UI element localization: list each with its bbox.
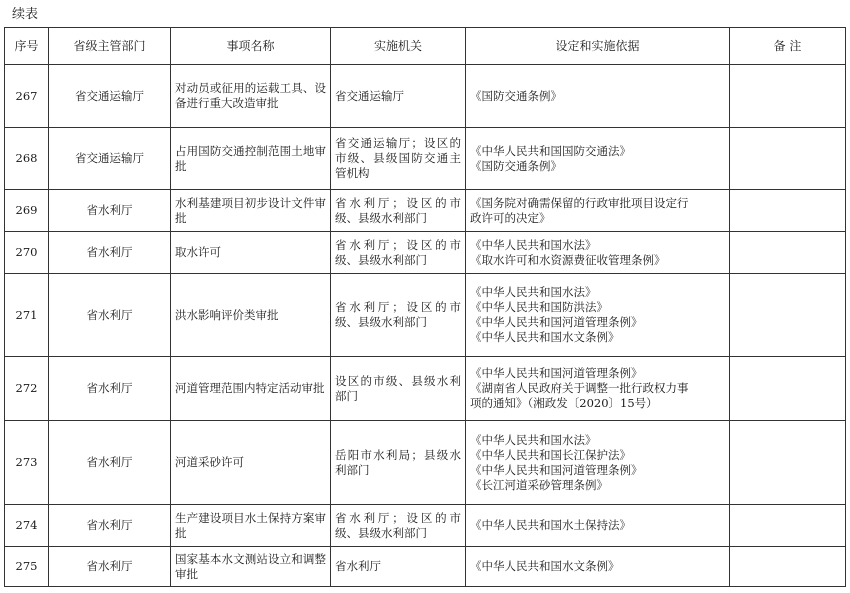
header-num: 序号 (5, 28, 49, 65)
row-number-cell: 275 (5, 547, 49, 587)
header-remark: 备 注 (730, 28, 846, 65)
legal-basis-cell (466, 421, 730, 505)
remark-cell (730, 65, 846, 128)
remark-cell (730, 505, 846, 547)
legal-basis-cell (466, 190, 730, 232)
implementing-body-cell: 省水利厅；设区的市级、县级水利部门 (331, 505, 466, 547)
implementing-body-cell: 省水利厅；设区的市级、县级水利部门 (331, 232, 466, 274)
legal-basis-line: 项的通知》（湘政发〔2020〕15号） (470, 396, 658, 410)
implementing-body-cell: 岳阳市水利局；县级水利部门 (331, 421, 466, 505)
legal-basis-line: 《中华人民共和国水法》 (470, 432, 597, 447)
remark-cell (730, 357, 846, 421)
item-name-cell: 水利基建项目初步设计文件审批 (171, 190, 331, 232)
row-number-cell: 274 (5, 505, 49, 547)
item-name-cell: 对动员或征用的运载工具、设备进行重大改造审批 (171, 65, 331, 128)
row-number-cell: 272 (5, 357, 49, 421)
table-row (5, 232, 846, 274)
table-body (5, 65, 846, 587)
legal-basis-cell (466, 65, 730, 128)
row-number-cell: 268 (5, 128, 49, 190)
legal-basis-line: 《中华人民共和国河道管理条例》 (470, 315, 643, 329)
legal-basis-line: 《中华人民共和国水土保持法》 (470, 518, 631, 532)
implementing-body-cell: 省水利厅；设区的市级、县级水利部门 (331, 274, 466, 357)
row-number-cell: 267 (5, 65, 49, 128)
remark-cell (730, 274, 846, 357)
header-name: 事项名称 (171, 28, 331, 65)
item-name-cell: 生产建设项目水土保持方案审批 (171, 505, 331, 547)
continued-table-caption: 续表 (12, 7, 39, 22)
table-header-row (5, 28, 846, 65)
legal-basis-line: 《中华人民共和国河道管理条例》 (470, 366, 643, 380)
legal-basis-line: 《中华人民共和国长江保护法》 (470, 447, 631, 462)
legal-basis-line: 《中华人民共和国水法》 (470, 237, 597, 252)
implementing-body-cell: 设区的市级、县级水利部门 (331, 357, 466, 421)
row-number-cell: 269 (5, 190, 49, 232)
item-name-cell: 占用国防交通控制范围土地审批 (171, 128, 331, 190)
item-name-cell: 国家基本水文测站设立和调整审批 (171, 547, 331, 587)
header-dept: 省级主管部门 (49, 28, 171, 65)
legal-basis-line: 政许可的决定》 (470, 210, 551, 225)
legal-basis-cell (466, 547, 730, 587)
table-row (5, 505, 846, 547)
row-number-cell: 273 (5, 421, 49, 505)
legal-basis-line: 《取水许可和水资源费征收管理条例》 (470, 252, 666, 267)
legal-basis-line: 《国务院对确需保留的行政审批项目设定行 (470, 195, 689, 210)
legal-basis-line: 《中华人民共和国河道管理条例》 (470, 462, 643, 477)
header-basis: 设定和实施依据 (466, 28, 730, 65)
legal-basis-line: 《中华人民共和国防洪法》 (470, 300, 608, 314)
legal-basis-line: 《中华人民共和国水法》 (470, 285, 597, 299)
department-cell: 省水利厅 (49, 190, 171, 232)
legal-basis-line: 《长江河道采砂管理条例》 (470, 477, 608, 492)
legal-basis-line: 《中华人民共和国国防交通法》 (470, 143, 631, 158)
legal-basis-cell (466, 128, 730, 190)
department-cell: 省水利厅 (49, 274, 171, 357)
legal-basis-line: 《国防交通条例》 (470, 158, 562, 173)
legal-basis-cell (466, 505, 730, 547)
implementing-body-cell: 省水利厅；设区的市级、县级水利部门 (331, 190, 466, 232)
approval-items-table (4, 27, 846, 587)
legal-basis-line: 《国防交通条例》 (470, 88, 562, 103)
table-row (5, 128, 846, 190)
row-number-cell: 270 (5, 232, 49, 274)
table-row (5, 274, 846, 357)
item-name-cell: 河道采砂许可 (171, 421, 331, 505)
remark-cell (730, 128, 846, 190)
legal-basis-cell (466, 232, 730, 274)
legal-basis-line: 《湖南省人民政府关于调整一批行政权力事 (470, 381, 689, 395)
implementing-body-cell: 省交通运输厅 (331, 65, 466, 128)
remark-cell (730, 547, 846, 587)
item-name-cell: 河道管理范围内特定活动审批 (171, 357, 331, 421)
header-org: 实施机关 (331, 28, 466, 65)
remark-cell (730, 421, 846, 505)
item-name-cell: 取水许可 (171, 232, 331, 274)
row-number-cell: 271 (5, 274, 49, 357)
table-row (5, 421, 846, 505)
remark-cell (730, 190, 846, 232)
table-row (5, 65, 846, 128)
legal-basis-cell (466, 274, 730, 357)
implementing-body-cell: 省交通运输厅；设区的市级、县级国防交通主管机构 (331, 128, 466, 190)
legal-basis-line: 《中华人民共和国水文条例》 (470, 559, 620, 573)
implementing-body-cell: 省水利厅 (331, 547, 466, 587)
table-row (5, 547, 846, 587)
table-row (5, 357, 846, 421)
department-cell: 省水利厅 (49, 547, 171, 587)
legal-basis-cell (466, 357, 730, 421)
department-cell: 省水利厅 (49, 357, 171, 421)
department-cell: 省交通运输厅 (49, 65, 171, 128)
item-name-cell: 洪水影响评价类审批 (171, 274, 331, 357)
department-cell: 省水利厅 (49, 505, 171, 547)
department-cell: 省水利厅 (49, 421, 171, 505)
legal-basis-line: 《中华人民共和国水文条例》 (470, 330, 620, 344)
table-row (5, 190, 846, 232)
department-cell: 省水利厅 (49, 232, 171, 274)
department-cell: 省交通运输厅 (49, 128, 171, 190)
remark-cell (730, 232, 846, 274)
